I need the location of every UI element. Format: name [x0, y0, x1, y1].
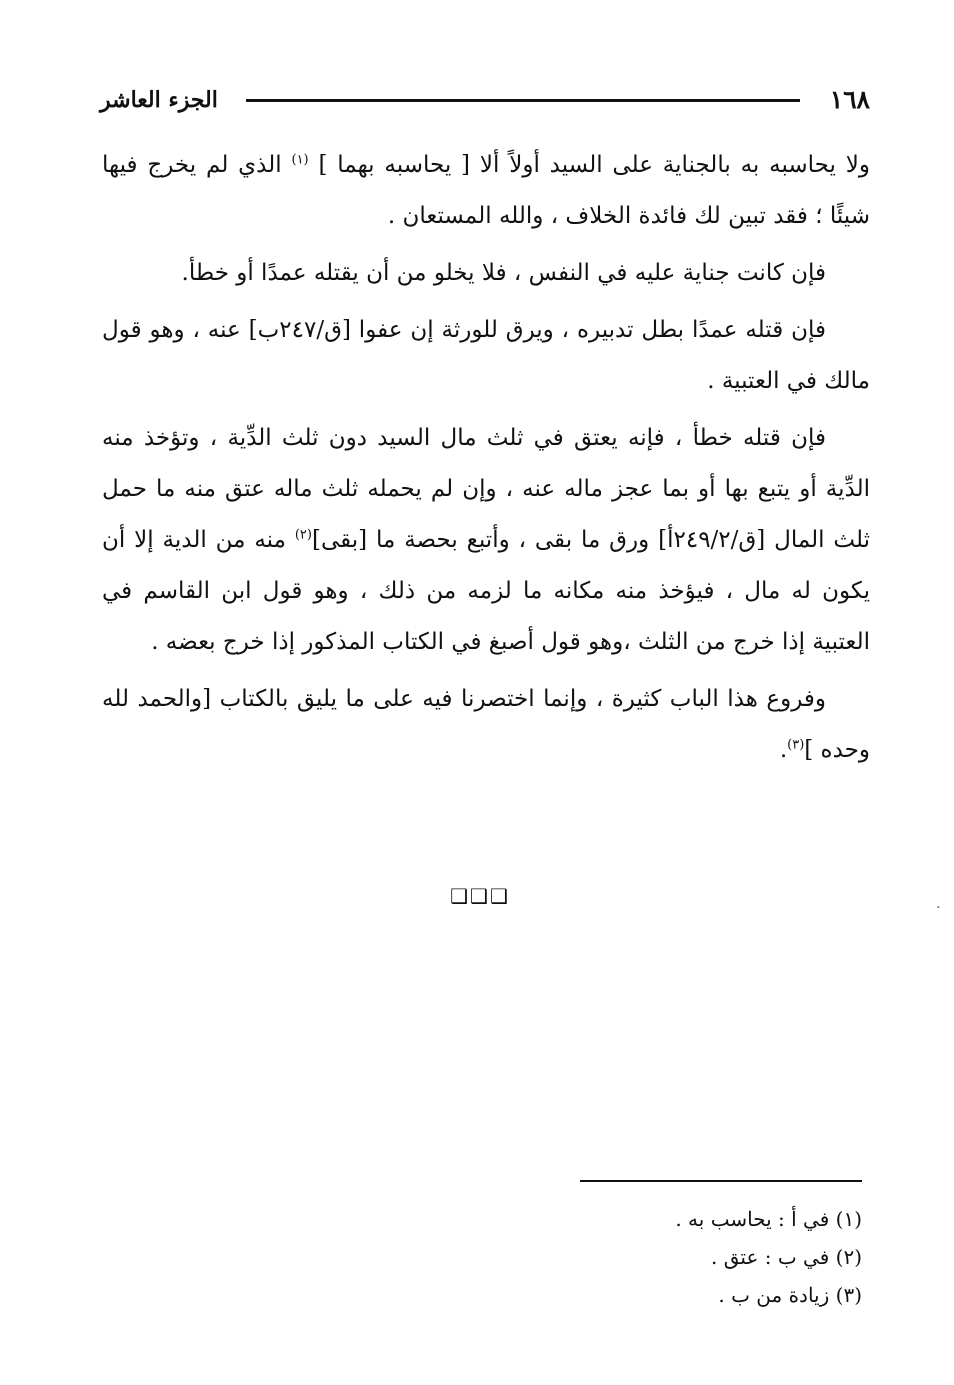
header-rule: [246, 99, 800, 102]
paragraph-text: ولا يحاسبه به بالجناية على السيد أولاً ألا [ يحاسبه بهما ]: [308, 152, 870, 178]
paragraph-text: وفروع هذا الباب كثيرة ، وإنما اختصرنا فيه على ما يليق بالكتاب [والحمد لله وحده ]: [102, 686, 870, 763]
paragraph-4: [102, 413, 870, 668]
paragraph-text: فإن كانت جناية عليه في النفس ، فلا يخلو من أن يقتله عمدًا أو خطأ.: [181, 260, 826, 286]
paragraph-5: [102, 674, 870, 776]
page-header: [100, 82, 870, 118]
paragraph-text: منه من الدية إلا أن يكون له مال ، فيؤخذ منه مكانه ما لزمه من ذلك ، وهو قول ابن القاسم في العتبية إذا خرج من الثلث ،وهو قول أصبغ في الكتاب المذكور إذا خرج بعضه .: [102, 527, 870, 655]
paragraph-text: الذي لم يخرج فيها شيئًا ؛ فقد تبين لك فائدة الخلاف ، والله المستعان .: [102, 152, 870, 229]
footnote-3: (٣) زيادة من ب .: [718, 1283, 862, 1307]
stray-mark: ·: [936, 900, 941, 916]
body-text: [102, 140, 870, 782]
footnote-1: (١) في أ : يحاسب به .: [675, 1207, 862, 1231]
paragraph-3: [102, 305, 870, 407]
footnote-marker-2: (٢): [294, 527, 312, 543]
paragraph-text: فإن قتله عمدًا بطل تدبيره ، ويرق للورثة إن عفوا [ق/٢٤٧ب] عنه ، وهو قول مالك في العتبية .: [102, 317, 870, 394]
paragraph-1: [102, 140, 870, 242]
paragraph-text: .: [779, 737, 788, 763]
footnote-2: (٢) في ب : عتق .: [711, 1245, 862, 1269]
footnotes: [500, 1200, 862, 1314]
footnote-marker-3: (٣): [787, 737, 805, 753]
running-title: الجزء العاشر: [100, 87, 218, 113]
paragraph-text: فإن قتله خطأ ، فإنه يعتق في ثلث مال السيد دون ثلث الدِّية ، وتؤخذ منه الدِّية أو يتبع بها أو بما عجز ماله عنه ، وإن لم يحمله ثلث ماله عتق منه ما حمل ثلث المال [ق/٢٤٩/٢أ] ورق ما بقى ، وأتبع بحصة ما [بقى]: [102, 425, 871, 553]
footnote-marker-1: (١): [291, 152, 309, 168]
paragraph-2: [102, 248, 870, 299]
page-number: ١٦٨: [829, 85, 870, 114]
section-end-ornament: ❑❑❑: [450, 884, 510, 908]
footnote-rule: [580, 1180, 862, 1182]
